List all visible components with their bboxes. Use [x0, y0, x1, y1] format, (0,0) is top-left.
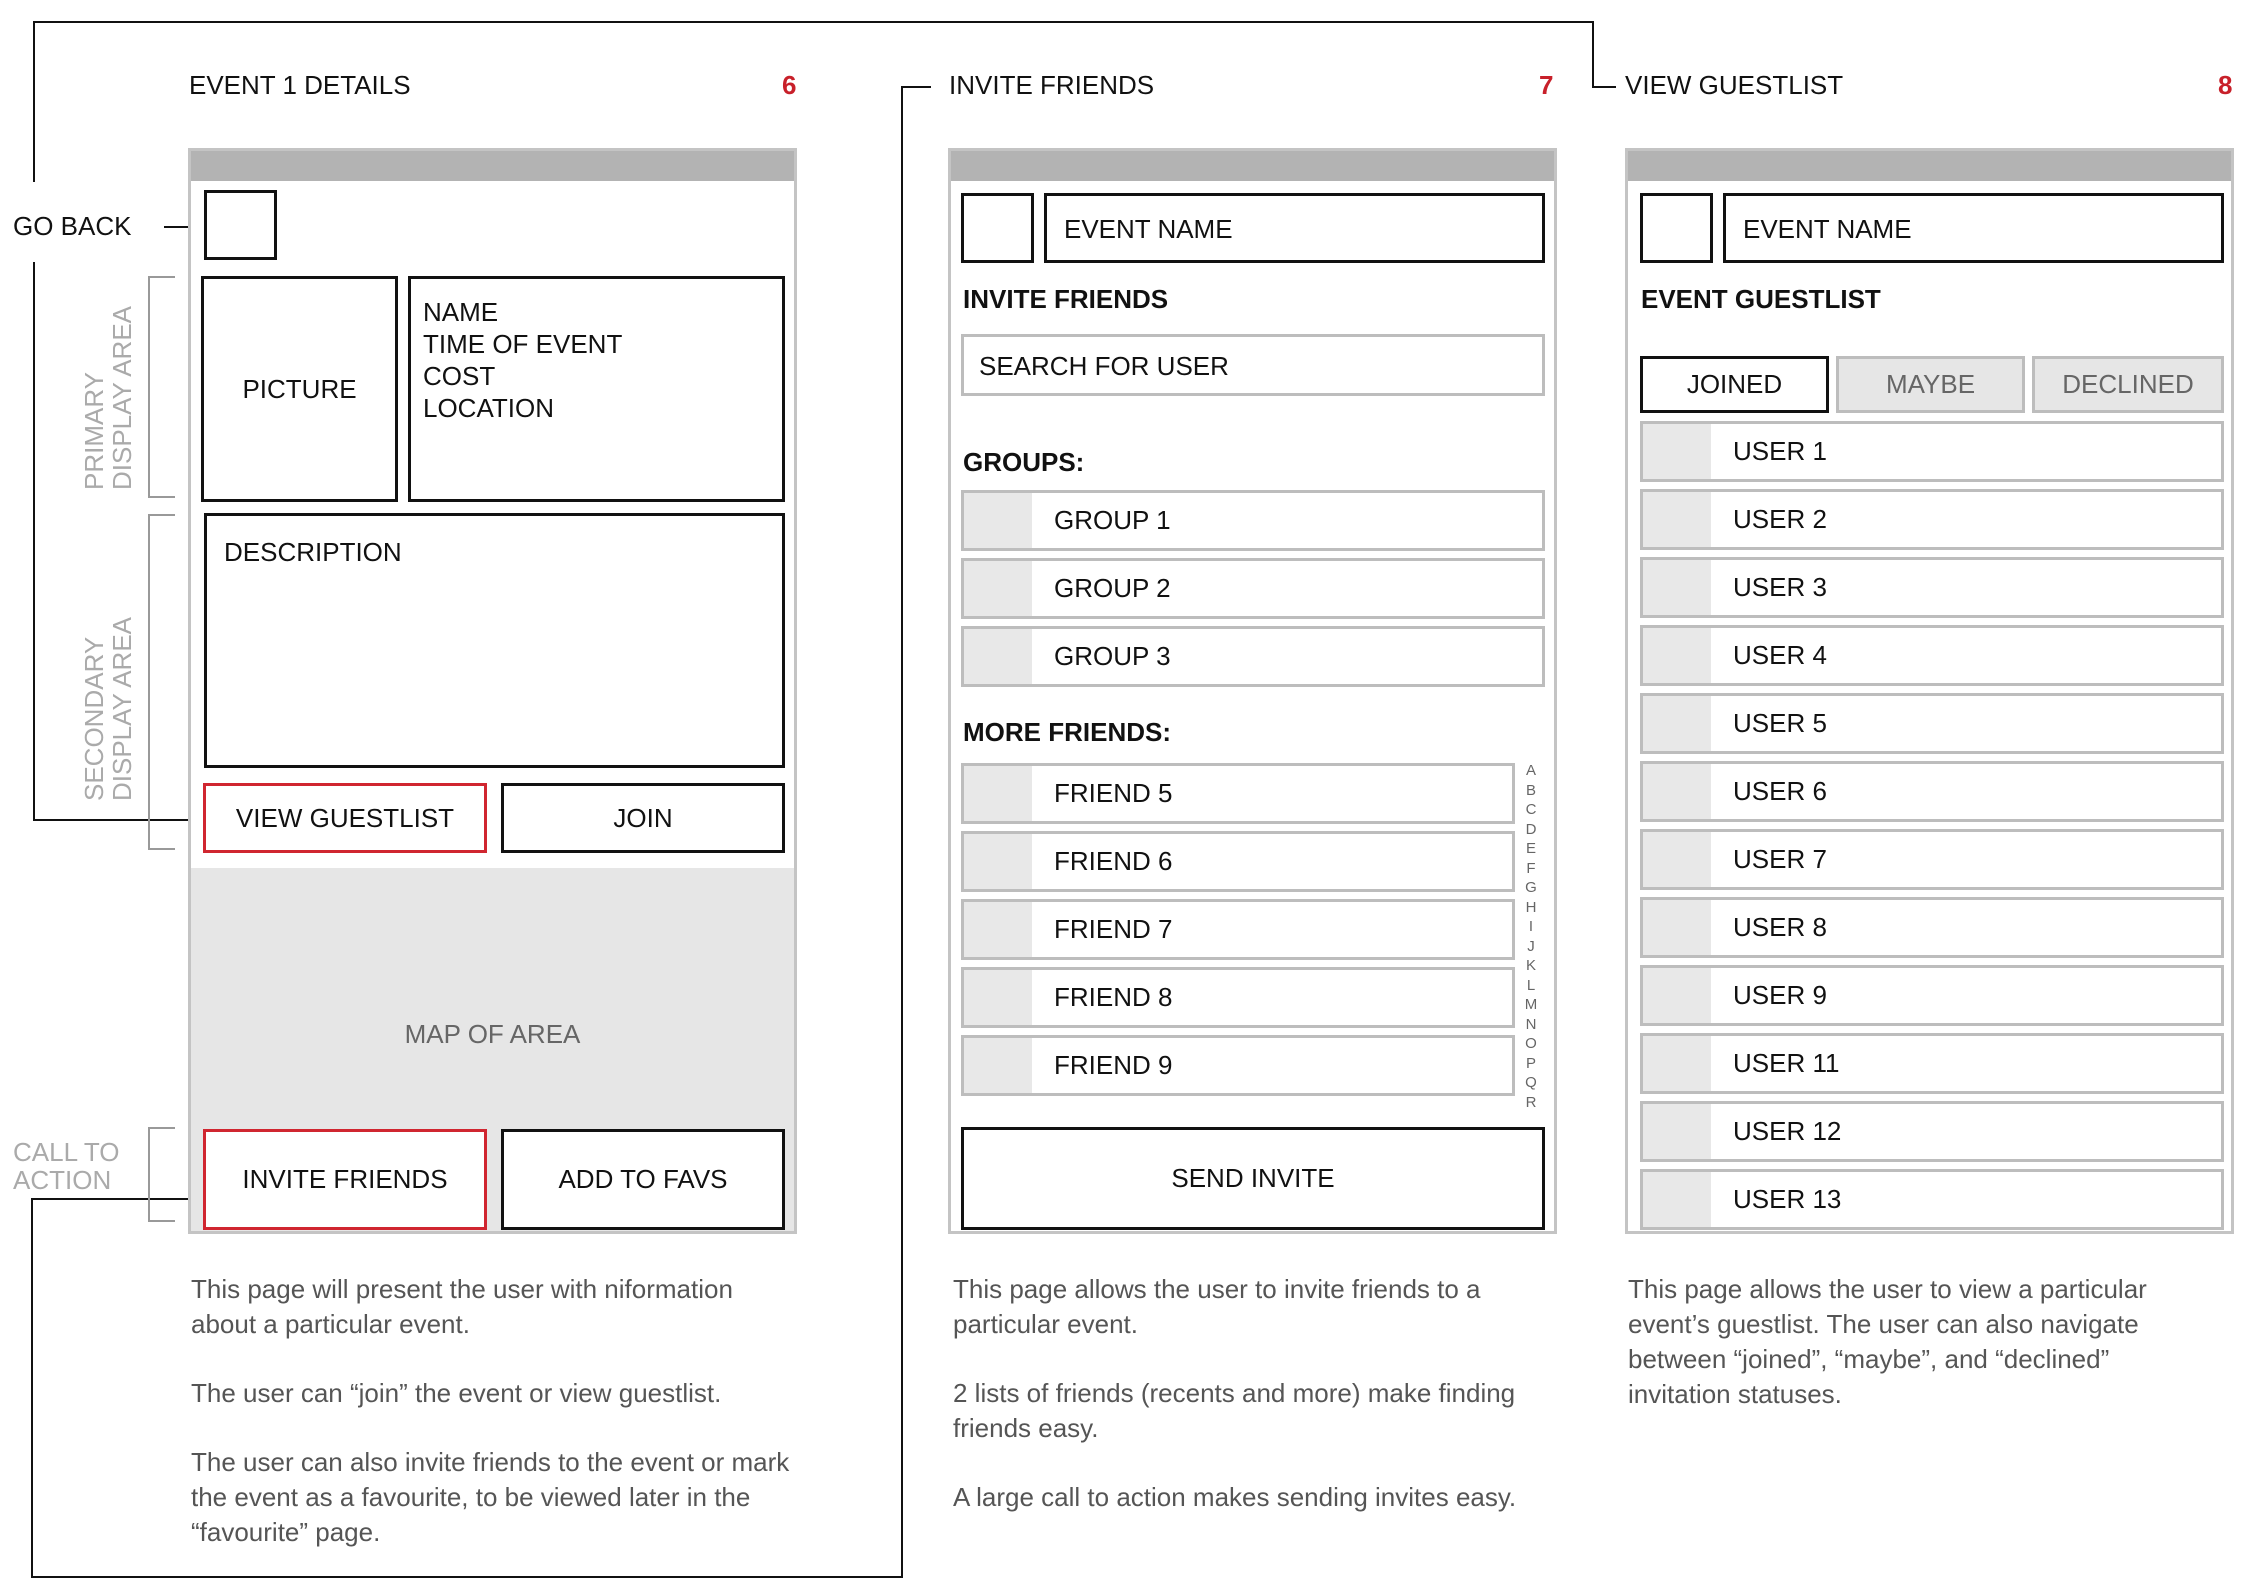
- primary-area-label: PRIMARY DISPLAY AREA: [79, 305, 137, 490]
- screen-8-notes: [1628, 1272, 2218, 1446]
- primary-area-bracket: [148, 276, 175, 498]
- add-to-favs-button[interactable]: ADD TO FAVS: [501, 1129, 785, 1230]
- status-bar: [191, 151, 794, 181]
- screen-8-title: VIEW GUESTLIST: [1625, 70, 1844, 100]
- friend-row[interactable]: FRIEND 9: [961, 1035, 1515, 1096]
- secondary-area-bracket: [148, 514, 175, 850]
- connector-line: [33, 21, 1594, 23]
- screen-7-title: INVITE FRIENDS: [949, 70, 1155, 100]
- invite-friends-button[interactable]: INVITE FRIENDS: [203, 1129, 487, 1230]
- event-cost-label: COST: [423, 361, 496, 391]
- event-picture: PICTURE: [201, 276, 398, 502]
- event-name-field: EVENT NAME: [1723, 193, 2224, 263]
- connector-line: [31, 1198, 33, 1576]
- map-label: MAP OF AREA: [404, 1019, 581, 1049]
- guest-row[interactable]: USER 4: [1640, 625, 2224, 686]
- groups-heading: GROUPS:: [963, 447, 1085, 477]
- connector-line: [901, 86, 903, 1578]
- screen-6-title: EVENT 1 DETAILS: [189, 70, 411, 100]
- invite-friends-screen: [948, 148, 1557, 1234]
- description-label: DESCRIPTION: [224, 537, 402, 567]
- back-button[interactable]: [1640, 193, 1713, 263]
- status-bar: [951, 151, 1554, 181]
- event-details-screen: [188, 148, 797, 1234]
- guest-row[interactable]: USER 5: [1640, 693, 2224, 754]
- guest-row[interactable]: USER 9: [1640, 965, 2224, 1026]
- group-row[interactable]: GROUP 1: [961, 490, 1545, 551]
- guest-row[interactable]: USER 11: [1640, 1033, 2224, 1094]
- connector-line: [33, 262, 35, 821]
- friend-row[interactable]: FRIEND 8: [961, 967, 1515, 1028]
- event-description-box: [204, 513, 785, 768]
- tab-joined[interactable]: JOINED: [1640, 356, 1829, 413]
- screen-7-notes: [953, 1272, 1563, 1549]
- invite-friends-heading: INVITE FRIENDS: [963, 284, 1169, 314]
- alphabet-index[interactable]: A B C D E F G H I J K L M N O P Q R: [1524, 762, 1538, 1111]
- note: This page will present the user with nіformation about a particular event.: [191, 1274, 733, 1339]
- connector-line: [1592, 86, 1616, 88]
- event-name-label: NAME: [423, 297, 499, 327]
- secondary-area-label: SECONDARY DISPLAY AREA: [79, 616, 137, 801]
- search-user-input[interactable]: SEARCH FOR USER: [961, 334, 1545, 396]
- screen-8-number: 8: [2218, 70, 2233, 100]
- go-back-annotation: GO BACK: [13, 211, 132, 241]
- connector-line: [33, 21, 35, 182]
- note: The user can also invite friends to the event or mark the event as a favourite, to be viewed later in the “favourite” page.: [191, 1447, 790, 1547]
- screen-7-number: 7: [1539, 70, 1554, 100]
- event-guestlist-heading: EVENT GUESTLIST: [1641, 284, 1881, 314]
- guest-row[interactable]: USER 12: [1640, 1101, 2224, 1162]
- event-location-label: LOCATION: [423, 393, 554, 423]
- friend-row[interactable]: FRIEND 6: [961, 831, 1515, 892]
- screen-6-number: 6: [782, 70, 797, 100]
- group-row[interactable]: GROUP 3: [961, 626, 1545, 687]
- send-invite-button[interactable]: SEND INVITE: [961, 1127, 1545, 1230]
- guest-row[interactable]: USER 8: [1640, 897, 2224, 958]
- friend-row[interactable]: FRIEND 5: [961, 763, 1515, 824]
- friend-row[interactable]: FRIEND 7: [961, 899, 1515, 960]
- guest-row[interactable]: USER 1: [1640, 421, 2224, 482]
- status-bar: [1628, 151, 2231, 181]
- group-row[interactable]: GROUP 2: [961, 558, 1545, 619]
- event-info-box: [408, 276, 785, 502]
- note: This page allows the user to view a particular event’s guestlist. The user can also navigate between “joined”, “maybe”, and “declined” invitation statuses.: [1628, 1274, 2147, 1409]
- guest-row[interactable]: USER 2: [1640, 489, 2224, 550]
- call-to-action-bracket: [148, 1127, 175, 1222]
- note: The user can “join” the event or view guestlist.: [191, 1378, 722, 1408]
- view-guestlist-button[interactable]: VIEW GUESTLIST: [203, 783, 487, 853]
- connector-line: [901, 86, 931, 88]
- back-button[interactable]: [961, 193, 1034, 263]
- note: A large call to action makes sending invites easy.: [953, 1482, 1517, 1512]
- guest-row[interactable]: USER 6: [1640, 761, 2224, 822]
- event-time-label: TIME OF EVENT: [423, 329, 623, 359]
- join-button[interactable]: JOIN: [501, 783, 785, 853]
- event-name-field: EVENT NAME: [1044, 193, 1545, 263]
- tab-declined[interactable]: DECLINED: [2032, 356, 2224, 413]
- connector-line: [1592, 21, 1594, 87]
- go-back-button[interactable]: [204, 190, 277, 260]
- tab-maybe[interactable]: MAYBE: [1836, 356, 2025, 413]
- guestlist-screen: [1625, 148, 2234, 1234]
- more-friends-heading: MORE FRIENDS:: [963, 717, 1171, 747]
- guest-row[interactable]: USER 13: [1640, 1169, 2224, 1230]
- call-to-action-label: CALL TO ACTION: [13, 1137, 120, 1195]
- guest-row[interactable]: USER 7: [1640, 829, 2224, 890]
- guest-row[interactable]: USER 3: [1640, 557, 2224, 618]
- note: 2 lists of friends (recents and more) make finding friends easy.: [953, 1378, 1516, 1443]
- note: This page allows the user to invite friends to a particular event.: [953, 1274, 1481, 1339]
- screen-6-notes: [191, 1272, 801, 1584]
